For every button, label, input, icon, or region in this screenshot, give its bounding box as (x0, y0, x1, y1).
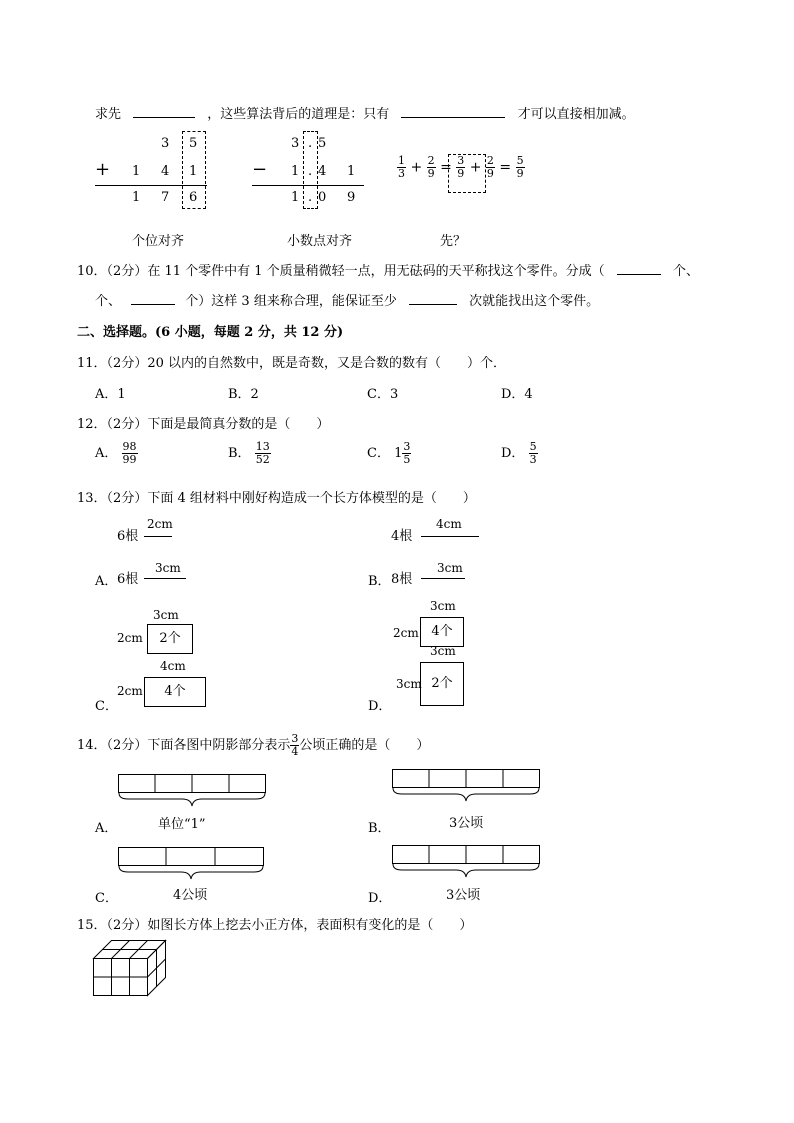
q15-stem: 15．（2分）如图长方体上挖去小正方体，表面积有变化的是（ ） (77, 918, 473, 933)
face-width: 3cm (430, 599, 456, 613)
brace (392, 788, 542, 806)
bar-label: 单位“1” (158, 817, 206, 832)
q11-option-d[interactable]: D．4 (501, 387, 533, 402)
q10-line-2 (95, 290, 599, 309)
option-letter: B． (228, 446, 251, 462)
face-height: 2cm (117, 631, 143, 645)
q9-suffix: 才可以直接相加减。 (517, 107, 635, 122)
brace (118, 793, 268, 811)
stick-count: 6根 (117, 529, 139, 544)
fraction: $\frac{3}{5}$ (403, 440, 411, 467)
q11-option-c[interactable]: C．3 (367, 387, 399, 402)
face-width: 4cm (160, 659, 186, 673)
q14-stem (77, 733, 429, 758)
add-operator: + (95, 159, 111, 180)
q10-text: 个）这样 3 组来称合理，能保证至少 (185, 294, 397, 309)
add-digit: 1 (189, 164, 198, 179)
q9-blank-2[interactable] (401, 117, 505, 118)
sub-point: . (308, 190, 313, 205)
add-digit: 1 (132, 164, 141, 179)
ones-column-highlight (182, 131, 206, 209)
q12-stem: 12．（2分）下面是最简真分数的是（ ） (77, 417, 330, 432)
face-count: 4个 (431, 624, 453, 639)
face-height: 2cm (393, 626, 419, 640)
face-rectangle (147, 624, 193, 654)
option-letter: C． (95, 891, 118, 906)
stick-length: 4cm (436, 517, 462, 531)
option-letter: B． (368, 574, 391, 589)
fraction: $\frac{2}{9}$ (486, 154, 494, 181)
mixed-whole: 1 (394, 446, 403, 462)
sub-digit: 0 (318, 190, 327, 205)
stick (144, 578, 186, 579)
plus-sign: + (469, 159, 482, 176)
option-letter: C． (95, 699, 118, 714)
common-denominator-highlight (448, 154, 486, 193)
cuboid-figure (93, 938, 173, 998)
stick-count: 4根 (391, 529, 413, 544)
sub-digit: 1 (291, 190, 300, 205)
add-digit: 4 (161, 164, 170, 179)
fraction: $\frac{2}{9}$ (427, 154, 435, 181)
q10-blank-2[interactable] (131, 304, 175, 305)
fraction: $\frac{5}{9}$ (516, 154, 524, 181)
q11-stem: 11．（2分）20 以内的自然数中，既是奇数，又是合数的数有（ ）个． (77, 356, 506, 371)
face-count: 2个 (159, 631, 181, 646)
option-letter: C． (367, 446, 390, 462)
fraction: $\frac{3}{9}$ (457, 154, 465, 181)
add-digit: 6 (189, 190, 198, 205)
sub-operator: − (252, 159, 268, 180)
q10-text: 个、 (95, 294, 122, 309)
face-rectangle (420, 662, 464, 706)
fraction: $\frac{5}{3}$ (529, 440, 537, 467)
sub-digit: 9 (347, 190, 356, 205)
add-digit: 1 (132, 190, 141, 205)
q12-option-d[interactable] (501, 441, 538, 466)
stick (144, 536, 172, 537)
q9-fill-line (95, 103, 635, 122)
equals-sign: = (499, 159, 512, 176)
frac-caption: 先？ (440, 234, 467, 249)
q14-stem-text: 14．（2分）下面各图中阴影部分表示 (77, 738, 291, 754)
option-letter: A． (95, 821, 118, 836)
q11-option-a[interactable]: A．1 (95, 387, 126, 402)
stick (421, 536, 479, 537)
q9-middle: ，这些算法背后的道理是：只有 (207, 107, 390, 122)
decimal-point-column-highlight (303, 131, 318, 209)
fraction: $\frac{98}{99}$ (122, 440, 137, 467)
sub-digit: 5 (318, 136, 327, 151)
option-letter: D． (368, 699, 392, 714)
bar-label: 3公顷 (449, 816, 484, 831)
option-letter: A． (95, 574, 118, 589)
face-width: 3cm (153, 608, 179, 622)
option-letter: B． (368, 821, 391, 836)
stick-length: 2cm (147, 517, 173, 531)
sub-digit: 1 (347, 164, 356, 179)
q12-option-b[interactable] (228, 441, 271, 466)
stick-length: 3cm (155, 561, 181, 575)
face-width: 3cm (430, 644, 456, 658)
option-letter: A． (95, 446, 118, 462)
add-caption: 个位对齐 (132, 234, 185, 249)
sub-digit: 3 (291, 136, 300, 151)
q10-blank-3[interactable] (409, 304, 457, 305)
option-letter: D． (368, 891, 392, 906)
brace (118, 866, 268, 884)
q11-option-b[interactable]: B．2 (228, 387, 259, 402)
sub-point: . (308, 136, 313, 151)
q10-blank-1[interactable] (617, 274, 661, 275)
equals-sign: = (440, 159, 452, 176)
q9-blank-1[interactable] (133, 117, 195, 118)
face-count: 2个 (431, 676, 453, 691)
q14-stem-text: 公顷正确的是（ ） (299, 738, 430, 754)
fraction: $\frac{13}{52}$ (255, 440, 270, 467)
fraction: $\frac{1}{3}$ (398, 154, 405, 181)
face-count: 4个 (164, 684, 186, 699)
brace (392, 864, 542, 882)
bar-label: 4公顷 (173, 888, 208, 903)
sub-digit: 1 (291, 164, 300, 179)
sub-digit: 4 (318, 164, 327, 179)
plus-sign: + (410, 159, 423, 176)
stick (421, 578, 465, 579)
face-rectangle (144, 677, 206, 707)
q9-prefix: 求先 (95, 107, 122, 122)
q10-text: 个、 (672, 264, 699, 279)
q10-text: 10．（2分）在 11 个零件中有 1 个质量稍微轻一点，用无砝码的天平称找这个零件。分成（ (77, 264, 605, 279)
q10-text: 次就能找出这个零件。 (469, 294, 600, 309)
sub-caption: 小数点对齐 (287, 234, 353, 249)
stick-length: 3cm (437, 561, 463, 575)
add-digit: 3 (161, 136, 170, 151)
face-height: 3cm (396, 677, 422, 691)
add-digit: 5 (189, 136, 198, 151)
add-digit: 7 (161, 190, 170, 205)
q13-stem: 13．（2分）下面 4 组材料中刚好构造成一个长方体模型的是（ ） (77, 491, 476, 506)
option-letter: D． (501, 446, 525, 462)
stick-count: 6根 (117, 572, 139, 587)
face-height: 2cm (117, 684, 143, 698)
face-rectangle (420, 617, 464, 647)
q10-line-1 (77, 260, 699, 279)
bar-label: 3公顷 (446, 888, 481, 903)
sub-point: . (308, 164, 313, 179)
section-heading: 二、选择题。(6 小题，每题 2 分，共 12 分) (77, 325, 344, 340)
q12-option-c[interactable] (367, 441, 411, 466)
stick-count: 8根 (391, 572, 413, 587)
fraction: $\frac{3}{4}$ (291, 732, 299, 759)
q12-option-a[interactable] (95, 441, 138, 466)
